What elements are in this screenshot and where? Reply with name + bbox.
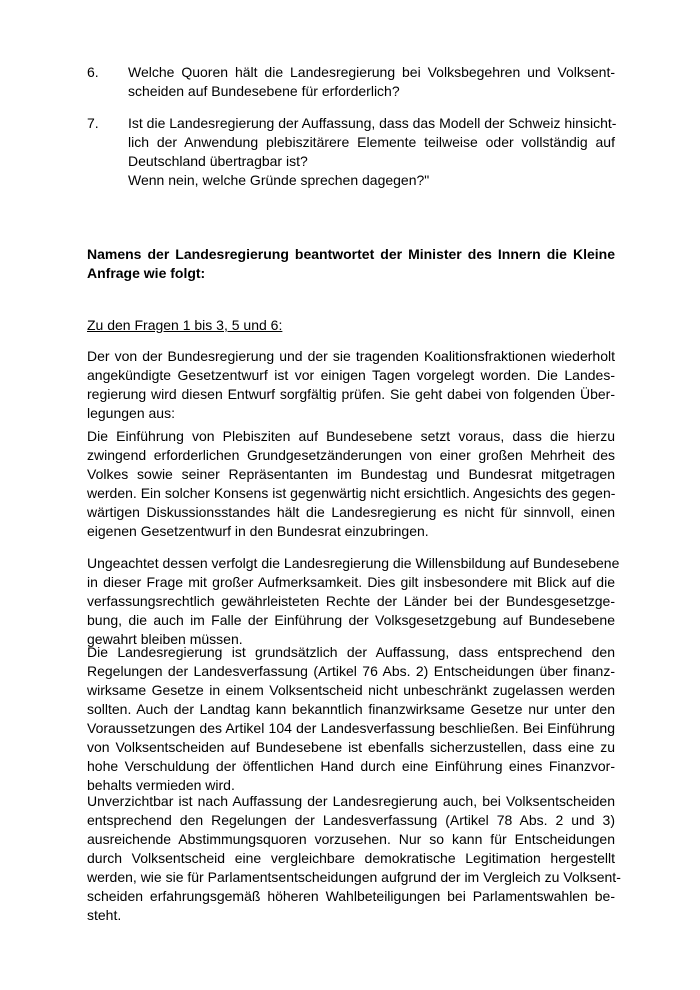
paragraph-line: Die Einführung von Plebisziten auf Bundesebene setzt voraus, dass die hierzu: [87, 428, 615, 444]
paragraph-line: wirksame Gesetze in einem Volksentscheid nicht unbeschränkt zugelassen werden: [87, 682, 615, 698]
paragraph-line: Unverzichtbar ist nach Auffassung der Landesregierung auch, bei Volksentscheiden: [87, 793, 615, 809]
paragraph-line: regierung wird diesen Entwurf sorgfältig prüfen. Sie geht dabei von folgenden Über-: [87, 386, 615, 402]
question-line: lich der Anwendung plebiszitärere Elemente teilweise oder vollständig auf: [128, 134, 615, 150]
paragraph-line: ausreichende Abstimmungsquoren vorzusehen. Nur so kann für Entscheidungen: [87, 831, 615, 847]
paragraph-line: Die Landesregierung ist grundsätzlich der Auffassung, dass entsprechend den: [87, 644, 615, 660]
paragraph-line: Volkes sowie seiner Repräsentanten im Bundestag und Bundesrat mitgetragen: [87, 466, 615, 482]
question-line: Wenn nein, welche Gründe sprechen dagegen?": [128, 172, 430, 188]
paragraph-line: behalts vermieden wird.: [87, 777, 235, 793]
question-number: 6.: [87, 64, 99, 80]
question-number: 7.: [87, 115, 99, 131]
question-line: Ist die Landesregierung der Auffassung, dass das Modell der Schweiz hinsicht-: [128, 115, 617, 131]
paragraph-line: wärtigen Diskussionsstandes hält die Landesregierung es nicht für sinnvoll, einen: [87, 504, 615, 520]
answer-intro-line: Namens der Landesregierung beantwortet der Minister des Innern die Kleine: [87, 246, 615, 262]
section-heading: Zu den Fragen 1 bis 3, 5 und 6:: [87, 317, 283, 333]
paragraph-line: von Volksentscheiden auf Bundesebene ist ebenfalls sicherzustellen, dass eine zu: [87, 739, 615, 755]
paragraph-line: gewahrt bleiben müssen.: [87, 631, 243, 647]
paragraph-line: Regelungen der Landesverfassung (Artikel 76 Abs. 2) Entscheidungen über finanz-: [87, 663, 615, 679]
answer-intro-line: Anfrage wie folgt:: [87, 265, 206, 281]
paragraph-line: in dieser Frage mit großer Aufmerksamkeit. Dies gilt insbesondere mit Blick auf die: [87, 574, 615, 590]
paragraph-line: werden. Ein solcher Konsens ist gegenwärtig nicht ersichtlich. Angesichts des gegen-: [87, 485, 616, 501]
paragraph-line: hohe Verschuldung der öffentlichen Hand durch eine Einführung eines Finanzvor-: [87, 758, 615, 774]
paragraph-line: werden, wie sie für Parlamentsentscheidungen aufgrund der im Vergleich zu Volksent-: [87, 869, 621, 885]
question-line: Welche Quoren hält die Landesregierung bei Volksbegehren und Volksent-: [128, 64, 615, 80]
paragraph-line: Der von der Bundesregierung und der sie tragenden Koalitionsfraktionen wiederholt: [87, 348, 615, 364]
paragraph-line: verfassungsrechtlich gewährleisteten Rechte der Länder bei der Bundesgesetzge-: [87, 593, 615, 609]
paragraph-line: bung, die auch im Falle der Einführung der Volksgesetzgebung auf Bundesebene: [87, 612, 615, 628]
paragraph-line: scheiden erfahrungsgemäß höheren Wahlbeteiligungen bei Parlamentswahlen be-: [87, 888, 615, 904]
paragraph-line: Ungeachtet dessen verfolgt die Landesregierung die Willensbildung auf Bundesebene: [87, 555, 620, 571]
paragraph-line: zwingend erforderlichen Grundgesetzänderungen von einer großen Mehrheit des: [87, 447, 615, 463]
paragraph-line: legungen aus:: [87, 405, 175, 421]
paragraph-line: eigenen Gesetzentwurf in den Bundesrat einzubringen.: [87, 523, 429, 539]
question-line: Deutschland übertragbar ist?: [128, 153, 308, 169]
paragraph-line: sollten. Auch der Landtag kann bekanntlich finanzwirksame Gesetze nur unter den: [87, 701, 615, 717]
paragraph-line: durch Volksentscheid eine vergleichbare demokratische Legitimation hergestellt: [87, 850, 615, 866]
paragraph-line: entsprechend den Regelungen der Landesverfassung (Artikel 78 Abs. 2 und 3): [87, 812, 615, 828]
paragraph-line: Voraussetzungen des Artikel 104 der Landesverfassung beschließen. Bei Einführung: [87, 720, 615, 736]
paragraph-line: steht.: [87, 907, 122, 923]
question-line: scheiden auf Bundesebene für erforderlich?: [128, 83, 400, 99]
paragraph-line: angekündigte Gesetzentwurf ist vor einigen Tagen vorgelegt worden. Die Landes-: [87, 367, 615, 383]
